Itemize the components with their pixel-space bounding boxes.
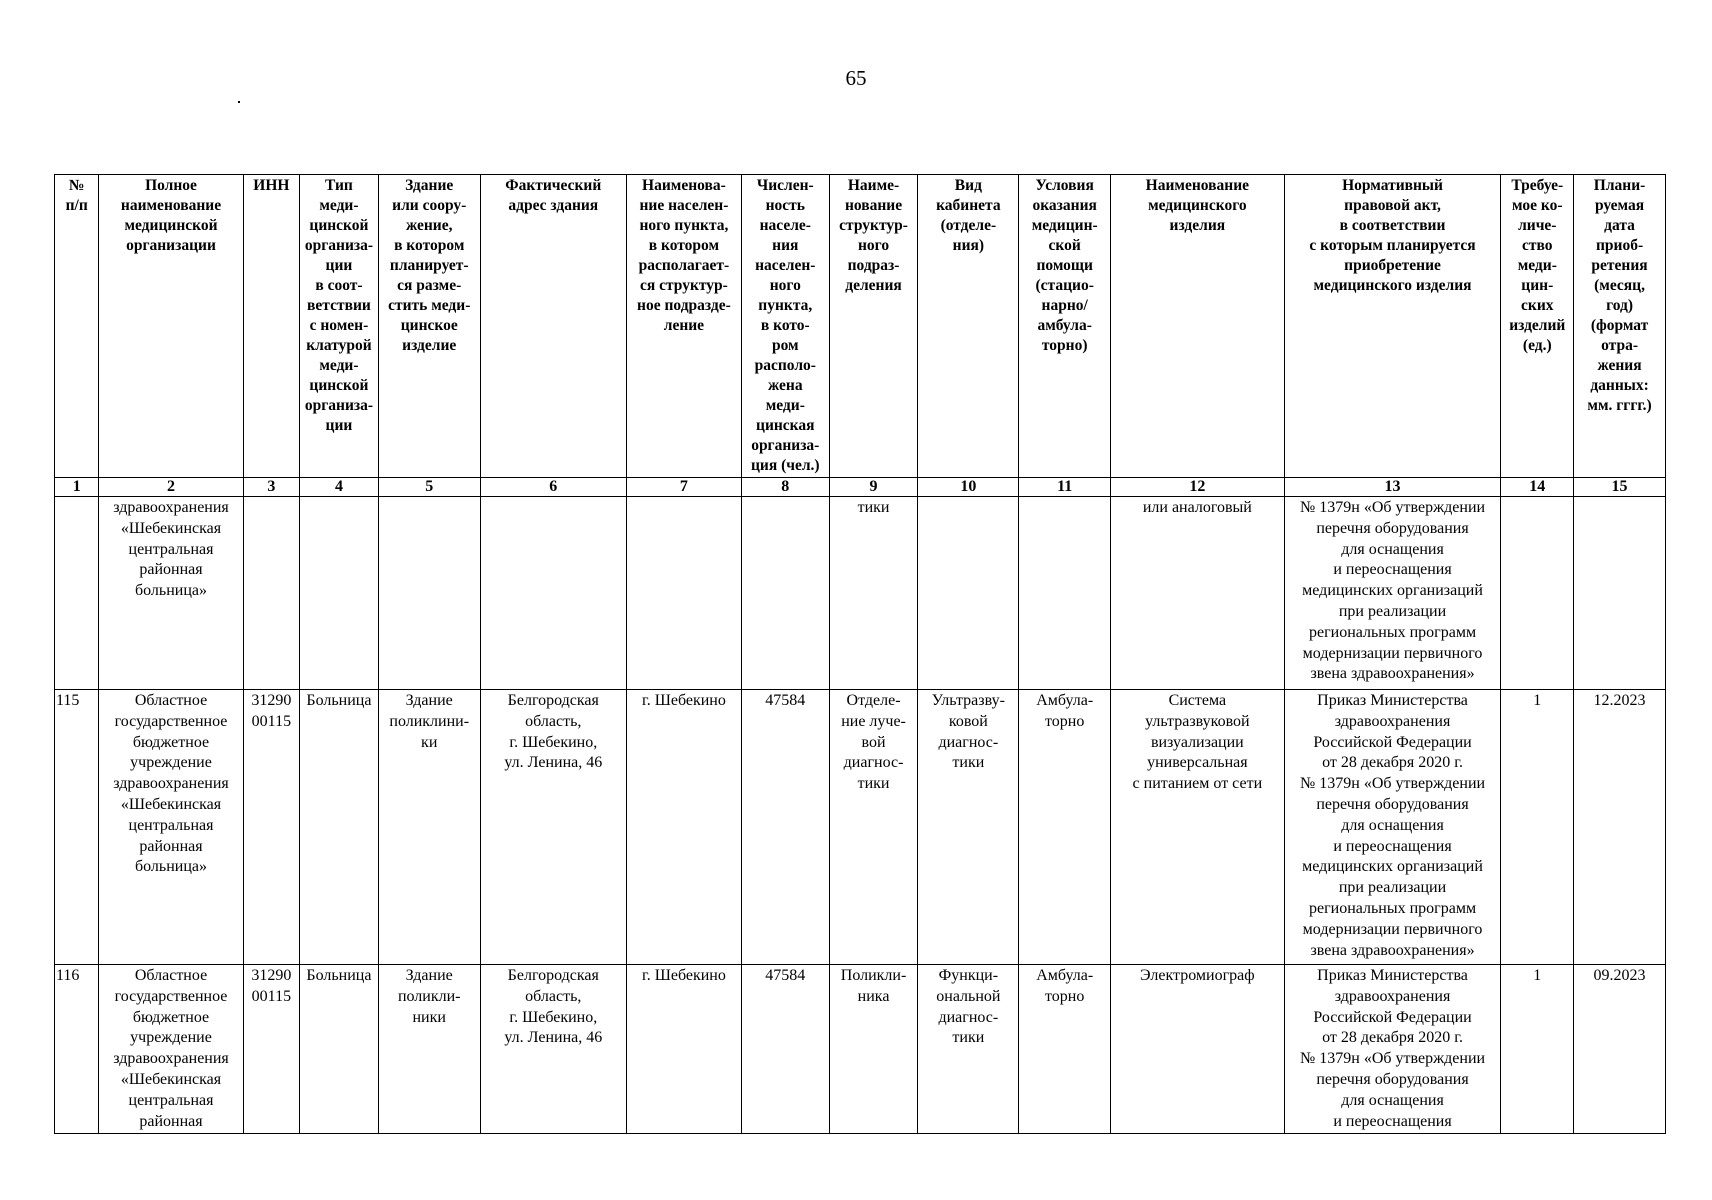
planned-date <box>1574 497 1666 690</box>
header-cell: Вид кабинета (отделе- ния) <box>918 175 1019 478</box>
column-number: 6 <box>480 478 626 497</box>
header-cell: Наиме- нование структур- ного подраз- деления <box>829 175 918 478</box>
building <box>378 497 480 690</box>
locality: г. Шебекино <box>626 690 741 965</box>
address: Белгородская область, г. Шебекино, ул. Ленина, 46 <box>480 690 626 965</box>
organization-type: Больница <box>300 965 379 1134</box>
column-number-row <box>55 478 1666 497</box>
care-conditions <box>1019 497 1111 690</box>
quantity: 1 <box>1501 965 1574 1134</box>
legal-act: Приказ Министерства здравоохранения Российской Федерации от 28 декабря 2020 г. № 1379н «Об утверждении перечня оборудования для оснащения и переоснащения медицинских организаций при реализации региональных программ модернизации первичного звена здравоохранения» <box>1284 690 1501 965</box>
table-row <box>55 497 1666 690</box>
header-cell: ИНН <box>243 175 299 478</box>
organization-type <box>300 497 379 690</box>
header-cell: Требуе- мое ко- личе- ство меди- цин- ских изделий (ед.) <box>1501 175 1574 478</box>
inn: 31290 00115 <box>243 690 299 965</box>
quantity <box>1501 497 1574 690</box>
row-number <box>55 497 99 690</box>
subdivision: тики <box>829 497 918 690</box>
header-cell: Тип меди- цинской организа- ции в соот- ветствии с номен- клатурой меди- цинской организа- ции <box>300 175 379 478</box>
cabinet: Ультразву- ковой диагнос- тики <box>918 690 1019 965</box>
building: Здание поликли- ники <box>378 965 480 1134</box>
cabinet <box>918 497 1019 690</box>
column-number: 14 <box>1501 478 1574 497</box>
header-cell: Полное наименование медицинской организации <box>99 175 243 478</box>
device-name: или аналоговый <box>1111 497 1285 690</box>
organization-name: здравоохранения «Шебекинская центральная районная больница» <box>99 497 243 690</box>
population: 47584 <box>741 690 829 965</box>
subdivision: Отделе- ние луче- вой диагнос- тики <box>829 690 918 965</box>
medical-equipment-table <box>54 174 1666 1134</box>
care-conditions: Амбула- торно <box>1019 965 1111 1134</box>
population: 47584 <box>741 965 829 1134</box>
inn <box>243 497 299 690</box>
inn: 31290 00115 <box>243 965 299 1134</box>
device-name: Электромиограф <box>1111 965 1285 1134</box>
row-number: 116 <box>55 965 99 1134</box>
column-number: 10 <box>918 478 1019 497</box>
header-cell: Нормативный правовой акт, в соответствии с которым планируется приобретение медицинского изделия <box>1284 175 1501 478</box>
column-number: 4 <box>300 478 379 497</box>
header-cell: Наименование медицинского изделия <box>1111 175 1285 478</box>
page-number: 65 <box>845 66 867 90</box>
organization-type: Больница <box>300 690 379 965</box>
header-cell: Фактический адрес здания <box>480 175 626 478</box>
column-number: 11 <box>1019 478 1111 497</box>
column-number: 7 <box>626 478 741 497</box>
legal-act: № 1379н «Об утверждении перечня оборудования для оснащения и переоснащения медицинских организаций при реализации региональных программ модернизации первичного звена здравоохранения» <box>1284 497 1501 690</box>
quantity: 1 <box>1501 690 1574 965</box>
column-number: 13 <box>1284 478 1501 497</box>
organization-name: Областное государственное бюджетное учреждение здравоохранения «Шебекинская центральная районная больница» <box>99 690 243 965</box>
column-number: 3 <box>243 478 299 497</box>
header-cell: Условия оказания медицин- ской помощи (стацио- нарно/ амбула- торно) <box>1019 175 1111 478</box>
column-number: 9 <box>829 478 918 497</box>
address: Белгородская область, г. Шебекино, ул. Ленина, 46 <box>480 965 626 1134</box>
header-cell: Числен- ность населе- ния населен- ного пункта, в кото- ром располо- жена меди- цинская организа- ция (чел.) <box>741 175 829 478</box>
column-number: 5 <box>378 478 480 497</box>
table-row <box>55 965 1666 1134</box>
column-number: 15 <box>1574 478 1666 497</box>
header-cell: № п/п <box>55 175 99 478</box>
column-number: 2 <box>99 478 243 497</box>
device-name: Система ультразвуковой визуализации универсальная с питанием от сети <box>1111 690 1285 965</box>
header-cell: Здание или соору- жение, в котором планирует- ся разме- стить меди- цинское изделие <box>378 175 480 478</box>
address <box>480 497 626 690</box>
column-number: 1 <box>55 478 99 497</box>
planned-date: 12.2023 <box>1574 690 1666 965</box>
care-conditions: Амбула- торно <box>1019 690 1111 965</box>
subdivision: Поликли- ника <box>829 965 918 1134</box>
stray-dot <box>238 101 240 103</box>
building: Здание поликлини- ки <box>378 690 480 965</box>
header-row <box>55 175 1666 478</box>
header-cell: Плани- руемая дата приоб- ретения (месяц, год) (формат отра- жения данных: мм. гггг.) <box>1574 175 1666 478</box>
population <box>741 497 829 690</box>
planned-date: 09.2023 <box>1574 965 1666 1134</box>
header-cell: Наименова- ние населен- ного пункта, в котором располагает- ся структур- ное подразде- ление <box>626 175 741 478</box>
legal-act: Приказ Министерства здравоохранения Российской Федерации от 28 декабря 2020 г. № 1379н «Об утверждении перечня оборудования для оснащения и переоснащения <box>1284 965 1501 1134</box>
locality <box>626 497 741 690</box>
column-number: 12 <box>1111 478 1285 497</box>
locality: г. Шебекино <box>626 965 741 1134</box>
organization-name: Областное государственное бюджетное учреждение здравоохранения «Шебекинская центральная районная <box>99 965 243 1134</box>
row-number: 115 <box>55 690 99 965</box>
cabinet: Функци- ональной диагнос- тики <box>918 965 1019 1134</box>
table-row <box>55 690 1666 965</box>
column-number: 8 <box>741 478 829 497</box>
